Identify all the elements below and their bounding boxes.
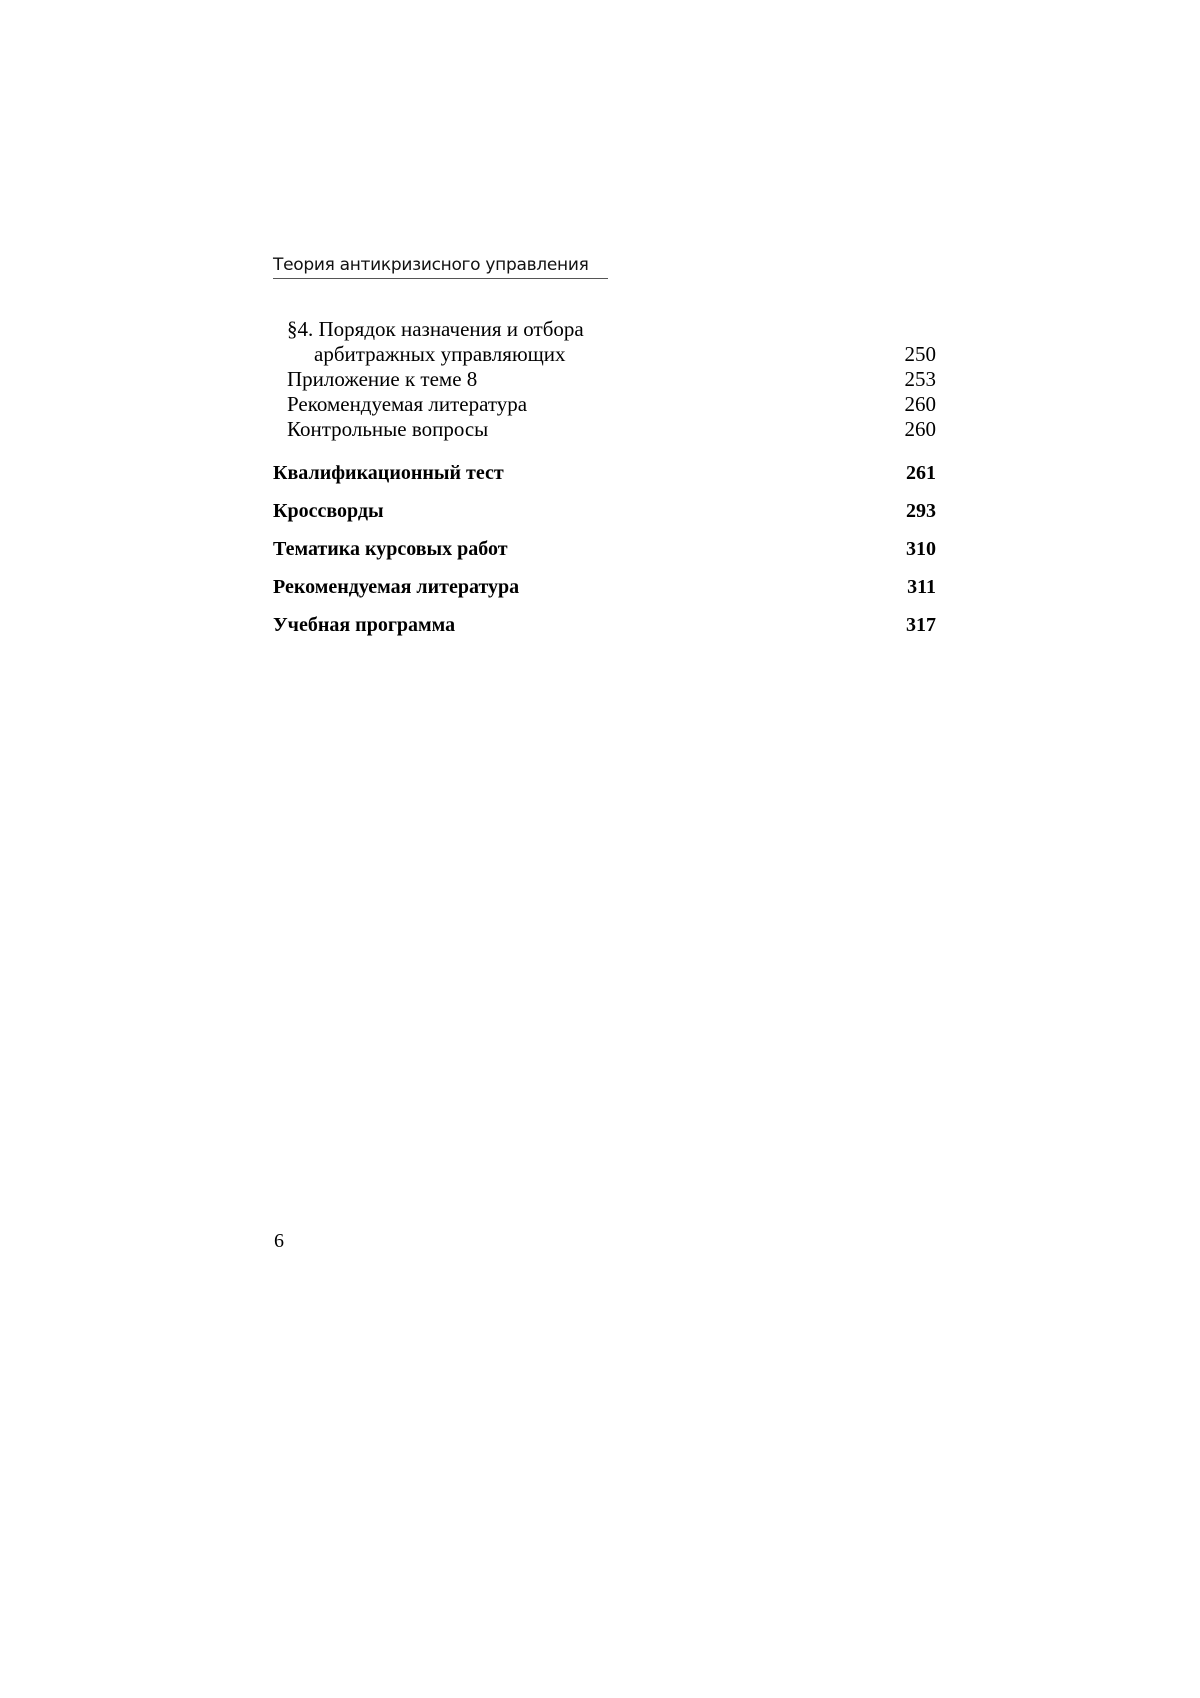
toc-entry-page: 261 [906,462,936,484]
toc-entry-title: Тематика курсовых работ [273,538,508,560]
toc-entry-appendix[interactable] [273,367,936,392]
toc-entry-qualification-test[interactable] [273,461,936,485]
toc-entry-section-4-title: §4. Порядок назначения и отбора [287,317,584,341]
toc-entry-control-questions[interactable] [273,417,936,442]
toc-entry-page: 253 [904,367,936,391]
toc-entry-page: 317 [906,614,936,636]
toc-entry-title: Приложение к теме 8 [287,367,478,391]
toc-entry-title: Квалификационный тест [273,462,504,484]
toc-entry-title: Рекомендуемая литература [273,576,520,598]
toc-entry-title: Контрольные вопросы [287,417,489,441]
toc-entry-crosswords[interactable] [273,499,936,523]
toc-entry-recommended-literature[interactable] [273,392,936,417]
toc-entry-page: 260 [904,417,936,441]
toc-entry-section-4[interactable] [273,342,936,367]
toc-entry-page: 310 [906,538,936,560]
toc-entry-page: 293 [906,500,936,522]
toc-entry-page: 311 [907,576,936,598]
page-number: 6 [274,1230,284,1252]
toc-entry-curriculum[interactable] [273,613,936,637]
running-head: Теория антикризисного управления [273,255,608,279]
toc-entry-title: Учебная программа [273,614,456,636]
toc-entry-recommended-literature-main[interactable] [273,575,936,599]
toc-entry-page: 260 [904,392,936,416]
toc-entry-page: 250 [904,342,936,366]
toc-entry-title: арбитражных управляющих [314,342,566,366]
toc-entry-title: Кроссворды [273,500,384,522]
table-of-contents [273,317,936,637]
toc-entry-title: Рекомендуемая литература [287,392,528,416]
toc-entry-coursework-topics[interactable] [273,537,936,561]
